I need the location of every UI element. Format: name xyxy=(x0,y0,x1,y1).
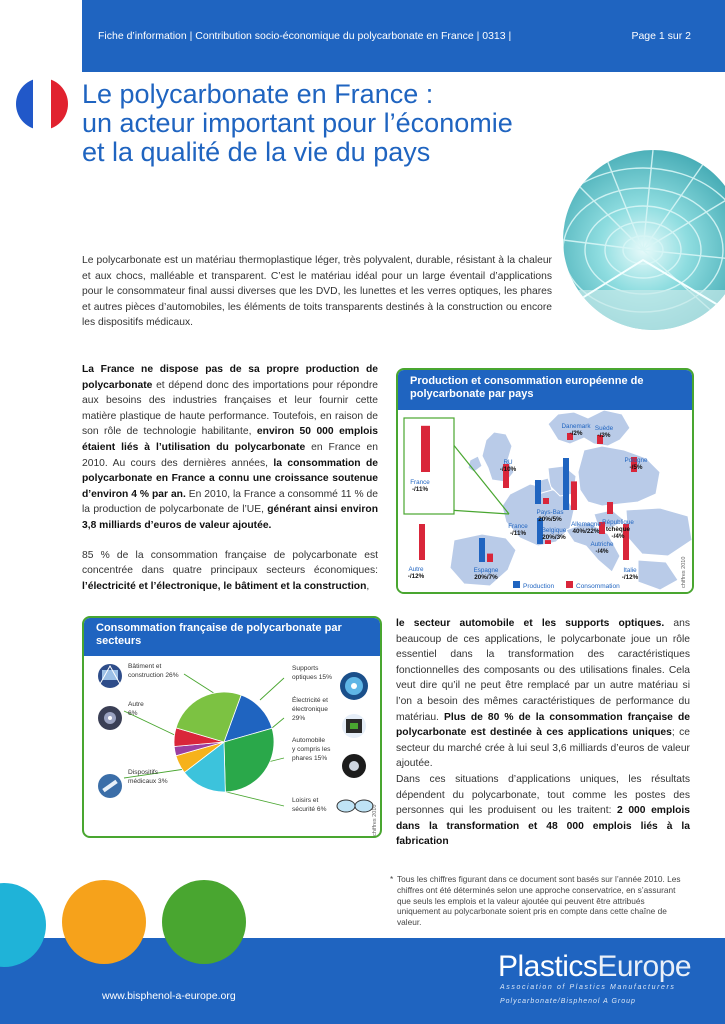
bold-text: La France ne dispose pas de sa propre production de polycarbonate xyxy=(82,364,378,391)
pie-label: Loisirs et xyxy=(292,797,319,804)
text-run: Dans ces situations d’applications uniques, les résultats dépendent du polycarbonate, tout comme les postes des personnes qui les produisent ou les traitent: xyxy=(396,773,690,817)
decorative-circle-green xyxy=(162,880,246,964)
country-label: Pologne xyxy=(624,457,648,464)
text-run: et dépend donc des importations pour répondre aux besoins des industries françaises et leur fournir cette matière plastique de haute performance. Toutefois, en raison de son rôle de technologie habilitante, xyxy=(82,379,378,438)
decorative-circle-orange xyxy=(62,880,146,964)
logo-group: Polycarbonate/Bisphenol A Group xyxy=(500,998,636,1005)
title-line: Le polycarbonate en France : xyxy=(82,79,434,109)
bold-text: générant ainsi environ 3,8 milliards d’euros de valeur ajoutée. xyxy=(82,504,378,531)
text-run: En 2010, la France a consommé 11 % de la production de polycarbonate de l’UE, xyxy=(82,488,378,516)
country-share: -/2% xyxy=(569,430,583,437)
header-text: Fiche d’information | Contribution socio-économique du polycarbonate en France | 0313 | xyxy=(98,30,512,42)
bold-text: la consommation de polycarbonate en France a connu une croissance soutenue d’environ 4 % par an. xyxy=(82,457,378,500)
logo-tagline: Association of Plastics Manufacturers xyxy=(500,984,676,991)
country-label: Allemagne xyxy=(571,521,601,528)
bar-production xyxy=(479,538,485,562)
country-share: -/12% xyxy=(621,574,639,581)
pie xyxy=(174,692,274,792)
logo-europe: Europe xyxy=(597,950,692,983)
plasticseurope-logo xyxy=(498,950,691,984)
country-share: -/11% xyxy=(509,530,527,537)
bar-consumption xyxy=(543,498,549,504)
footnote xyxy=(390,874,690,928)
country-label: Italie xyxy=(623,567,637,574)
country-label: Espagne xyxy=(473,567,499,574)
pie-label: Dispositifs xyxy=(128,769,159,776)
country-share: -/5% xyxy=(629,464,643,471)
tunnel-image xyxy=(563,150,725,330)
pie-label: Automobile xyxy=(292,737,325,744)
pie-label: électronique xyxy=(292,706,328,713)
country-share: -/10% xyxy=(499,466,517,473)
legend-swatch-production xyxy=(513,581,520,588)
text-run: , xyxy=(366,580,370,592)
country-share: 40%/22% xyxy=(572,528,600,535)
country-label: Suède xyxy=(594,425,614,432)
pie-label: construction 26% xyxy=(128,672,179,679)
pie-label: phares 15% xyxy=(292,755,328,762)
country-share: -/11% xyxy=(411,486,429,493)
paragraph-sectors xyxy=(82,548,378,595)
bar-production xyxy=(563,458,569,510)
country-share: tchèque xyxy=(605,526,631,533)
pie-label: optiques 15% xyxy=(292,674,332,681)
pie-label: Bâtiment et xyxy=(128,663,162,670)
europe-chart-credit: chiffres 2010 xyxy=(681,556,687,588)
page-title xyxy=(82,80,552,167)
text-run: 85 % de la consommation française de polycarbonate est concentrée dans quatre principaux secteurs économiques: xyxy=(82,549,378,577)
country-share: -/4% xyxy=(611,533,625,540)
country-share: 20%/7% xyxy=(474,574,498,581)
headlight-icon xyxy=(342,754,366,778)
country-label: RU xyxy=(503,459,513,466)
bold-text: le secteur automobile et les supports optiques. xyxy=(396,618,665,629)
pie-label: 29% xyxy=(292,715,306,722)
country-share: -/4% xyxy=(595,548,609,555)
country-share: -/3% xyxy=(597,432,611,439)
footnote-text: Tous les chiffres figurant dans ce document sont basés sur l’année 2010. Les chiffres ont été déterminés selon une approche conservatrice, en s’assurant que seuls les emplois et la valeur ajoutée qui peuvent être attribués uniquement au polycarbonate soient pris en compte dans cette chaîne de valeur. xyxy=(397,874,681,928)
right-column-text xyxy=(396,616,690,850)
sector-pie-chart xyxy=(84,656,380,836)
sector-chart-panel xyxy=(82,616,382,838)
bar-consumption xyxy=(487,554,493,562)
circuit-icon xyxy=(342,714,366,738)
bar-consumption xyxy=(571,481,577,510)
pie-label: y compris les xyxy=(292,746,331,753)
country-label: Autriche xyxy=(590,541,614,548)
country-share: -/12% xyxy=(407,573,425,580)
country-label: Danemark xyxy=(561,423,591,430)
pie-label: Supports xyxy=(292,665,319,672)
building-icon xyxy=(98,664,122,688)
bold-text: 2 000 emplois dans la transformation et 48 000 emplois liés à la fabrication xyxy=(396,805,690,848)
sector-chart-title: Consommation française de polycarbonate par secteurs xyxy=(96,622,342,647)
europe-chart xyxy=(398,410,692,592)
country-label: Belgique xyxy=(541,527,567,534)
bar-production xyxy=(535,480,541,504)
intro-paragraph: Le polycarbonate est un matériau thermoplastique léger, très polyvalent, durable, résistant à la chaleur et aux chocs, malléable et transparent. C’est le matériau idéal pour un large éventail d’applications pour le consommateur final aussi diverses que les DVD, les lunettes et les verres optiques, les phares et autres pièces d’automobiles, les éléments de toits transparents destinés à la construction ou encore les dispositifs médicaux. xyxy=(82,255,552,329)
bold-text: Plus de 80 % de la consommation française de polycarbonate est destinée à ces applications uniques xyxy=(396,711,690,739)
title-line: un acteur important pour l’économie xyxy=(82,108,513,138)
french-flag-icon xyxy=(16,78,68,130)
pie-label: sécurité 6% xyxy=(292,806,327,813)
bar-consumption xyxy=(607,502,613,514)
title-line: et la qualité de la vie du pays xyxy=(82,137,431,167)
country-label: République xyxy=(602,519,634,526)
safety-glasses-icon xyxy=(337,800,373,812)
country-label: France xyxy=(410,479,430,486)
pie-label: 6% xyxy=(128,710,138,717)
electronics-icon xyxy=(98,706,122,730)
country-label: Pays-Bas xyxy=(536,509,564,516)
legend-production: Production xyxy=(523,583,555,590)
text-run: ; ce secteur du marché crée à lui seul 3,6 milliards d’euros de valeur ajoutée. xyxy=(396,727,690,770)
pie-label: médicaux 3% xyxy=(128,778,168,785)
pie-label: Électricité et xyxy=(292,697,328,704)
optical-disc-icon xyxy=(340,672,368,700)
left-column-text xyxy=(82,362,378,608)
country-label: France xyxy=(508,523,528,530)
page-indicator: Page 1 sur 2 xyxy=(631,30,691,42)
europe-chart-title: Production et consommation européenne de polycarbonate par pays xyxy=(410,375,644,400)
paragraph-france-production xyxy=(82,362,378,534)
website-link[interactable]: www.bisphenol-a-europe.org xyxy=(102,990,236,1002)
country-share: 20%/5% xyxy=(538,516,562,523)
text-run: en France en 2010. Au cours des dernières années, xyxy=(82,441,378,469)
legend-swatch-consumption xyxy=(566,581,573,588)
paragraph-applications xyxy=(396,616,690,850)
bold-text: l’électricité et l’électronique, le bâtiment et la construction xyxy=(82,580,367,592)
europe-chart-panel xyxy=(396,368,694,594)
country-label: Autre xyxy=(408,566,424,573)
country-share: 20%/3% xyxy=(542,534,566,541)
logo-plastics: Plastics xyxy=(498,950,598,983)
bar-consumption xyxy=(421,426,430,472)
footnote-asterisk: * xyxy=(390,874,394,884)
text-run: ans beaucoup de ces applications, le polycarbonate joue un rôle essentiel dans la transformation des caractéristiques fonctionnelles des composants ou des utilisations finales. Cela veut dire qu’il ne peut être remplacé par un autre matériau si l’on a besoin des mêmes caractéristiques de performance du matériau. xyxy=(396,618,690,723)
bold-text: environ 50 000 emplois étaient liés à l’utilisation du polycarbonate xyxy=(82,426,378,453)
medical-icon xyxy=(98,774,122,798)
legend-consumption: Consommation xyxy=(576,583,620,590)
pie-label: Autre xyxy=(128,701,144,708)
sector-chart-credit: chiffres 2010 xyxy=(372,804,378,836)
bar-consumption xyxy=(419,524,425,560)
